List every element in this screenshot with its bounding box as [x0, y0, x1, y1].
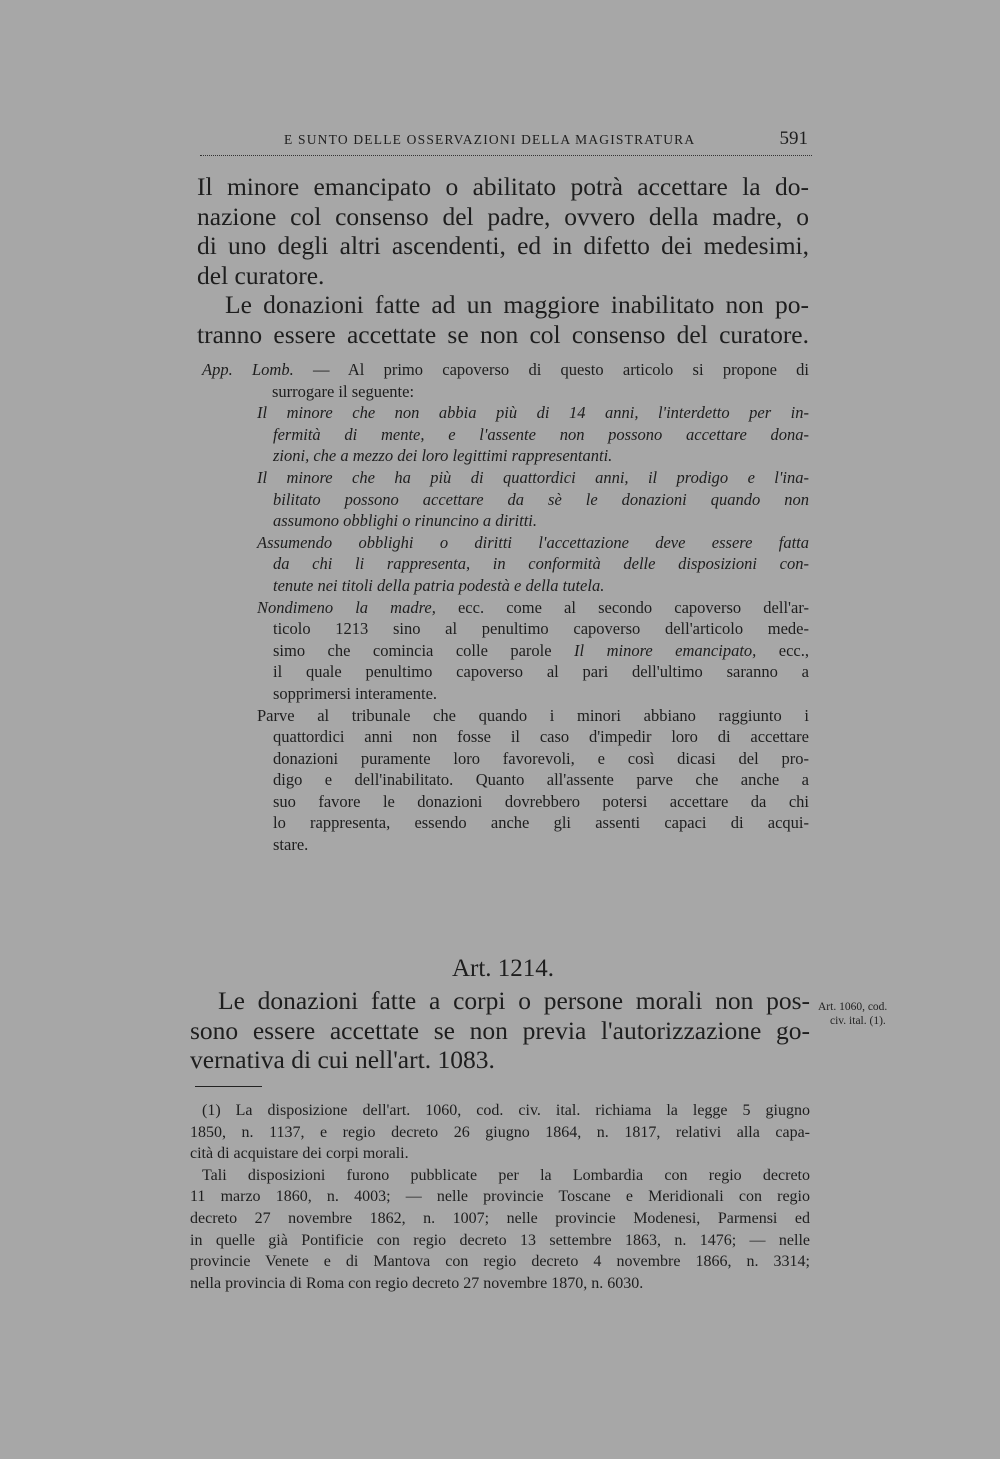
article-paragraph-1 [197, 172, 809, 290]
text-line: quattordici anni non fosse il caso d'impedir loro di accettare [273, 727, 809, 747]
text-line: il quale penultimo capoverso al pari dell'ultimo saranno a [273, 662, 809, 682]
footnote-2 [190, 1165, 810, 1295]
header-rule [200, 155, 812, 156]
main-text [197, 172, 809, 856]
text-line: simo che comincia colle parole Il minore emancipato, ecc., [273, 640, 809, 660]
text-line: Parve al tribunale che quando i minori abbiano raggiunto i [257, 705, 809, 725]
text-line: decreto 27 novembre 1862, n. 1007; nelle provincie Modenesi, Parmensi ed [190, 1209, 810, 1227]
text-line: zioni, che a mezzo dei loro legittimi rappresentanti. [273, 446, 613, 466]
footnote-rule [195, 1086, 262, 1087]
text-line: 1850, n. 1137, e regio decreto 26 giugno 1864, n. 1817, relativi alla capa- [190, 1123, 810, 1141]
text-line: sopprimersi interamente. [273, 683, 438, 703]
proposal-3 [197, 532, 809, 597]
margin-note [818, 1000, 930, 1028]
text-line: sono essere accettate se non previa l'autorizzazione go- [190, 1015, 810, 1045]
footnote-1 [190, 1100, 810, 1165]
page-number: 591 [779, 128, 808, 149]
text-line: donazioni puramente loro favorevoli, e così dicasi del pro- [273, 748, 809, 768]
text-line: 11 marzo 1860, n. 4003; — nelle provincie Toscane e Meridionali con regio [190, 1188, 810, 1206]
text-line: da chi li rappresenta, in conformità delle disposizioni con- [273, 554, 809, 574]
text-line: surrogare il seguente: [272, 381, 415, 401]
text-line: (1) La disposizione dell'art. 1060, cod. civ. ital. richiama la legge 5 giugno [202, 1102, 810, 1119]
running-title: E SUNTO DELLE OSSERVAZIONI DELLA MAGISTRATURA [284, 132, 696, 147]
article-paragraph-2 [197, 290, 809, 349]
text-line: Il minore emancipato o abilitato potrà accettare la do- [197, 172, 809, 201]
text-line: Nondimeno la madre, ecc. come al secondo capoverso dell'ar- [257, 597, 809, 617]
proposal-1 [197, 402, 809, 467]
observation-intro [197, 359, 809, 402]
text-line: fermità di mente, e l'assente non possono accettare dona- [273, 424, 809, 444]
text-line: Il minore che non abbia più di 14 anni, l'interdetto per in- [257, 403, 809, 423]
page-header [200, 128, 812, 158]
nondimeno-paragraph [197, 597, 809, 705]
text-line: di uno degli altri ascendenti, ed in difetto dei medesimi, [197, 231, 809, 260]
text-line: del curatore. [197, 260, 325, 290]
text-line: tenute nei titoli della patria podestà e della tutela. [273, 575, 605, 595]
text-line: Assumendo obblighi o diritti l'accettazione deve essere fatta [257, 532, 809, 552]
text-line: lo rappresenta, essendo anche gli assenti capaci di acqui- [273, 813, 809, 833]
text-line: Art. 1060, cod. [818, 1001, 888, 1013]
text-line: tranno essere accettate se non col consenso del curatore. [197, 319, 809, 349]
text-line: civ. ital. (1). [830, 1015, 886, 1027]
text-line: in quelle già Pontificie con regio decreto 13 settembre 1863, n. 1476; — nelle [190, 1231, 810, 1249]
text-line: suo favore le donazioni dovrebbero potersi accettare da chi [273, 791, 809, 811]
text-line: digo e dell'inabilitato. Quanto all'assente parve che anche a [273, 770, 809, 790]
footnotes [190, 1100, 810, 1294]
text-line: Le donazioni fatte a corpi o persone morali non pos- [218, 986, 810, 1015]
parve-paragraph [197, 705, 809, 856]
text-line: nella provincia di Roma con regio decreto 27 novembre 1870, n. 6030. [190, 1274, 644, 1292]
text-line: assumono obblighi o rinuncino a diritti. [273, 511, 538, 531]
text-line: Il minore che ha più di quattordici anni, il prodigo e l'ina- [257, 467, 809, 487]
text-line: stare. [273, 835, 309, 855]
text-line: nazione col consenso del padre, ovvero della madre, o [197, 201, 809, 231]
text-line: App. Lomb. — Al primo capoverso di questo articolo si propone di [202, 360, 810, 379]
text-line: bilitato possono accettare da sè le donazioni quando non [273, 489, 809, 509]
article-1214-text [190, 986, 810, 1075]
proposal-2 [197, 467, 809, 532]
observation-source: App. Lomb. [202, 360, 294, 379]
text-line: ticolo 1213 sino al penultimo capoverso dell'articolo mede- [273, 619, 809, 639]
text-line: vernativa di cui nell'art. 1083. [190, 1045, 495, 1074]
article-title: Art. 1214. [451, 955, 555, 982]
text-line: Tali disposizioni furono pubblicate per la Lombardia con regio decreto [202, 1166, 810, 1184]
text-line: cità di acquistare dei corpi morali. [190, 1145, 409, 1163]
text-line: Le donazioni fatte ad un maggiore inabilitato non po- [225, 290, 809, 319]
text-line: provincie Venete e di Mantova con regio decreto 4 novembre 1866, n. 3314; [190, 1253, 810, 1271]
